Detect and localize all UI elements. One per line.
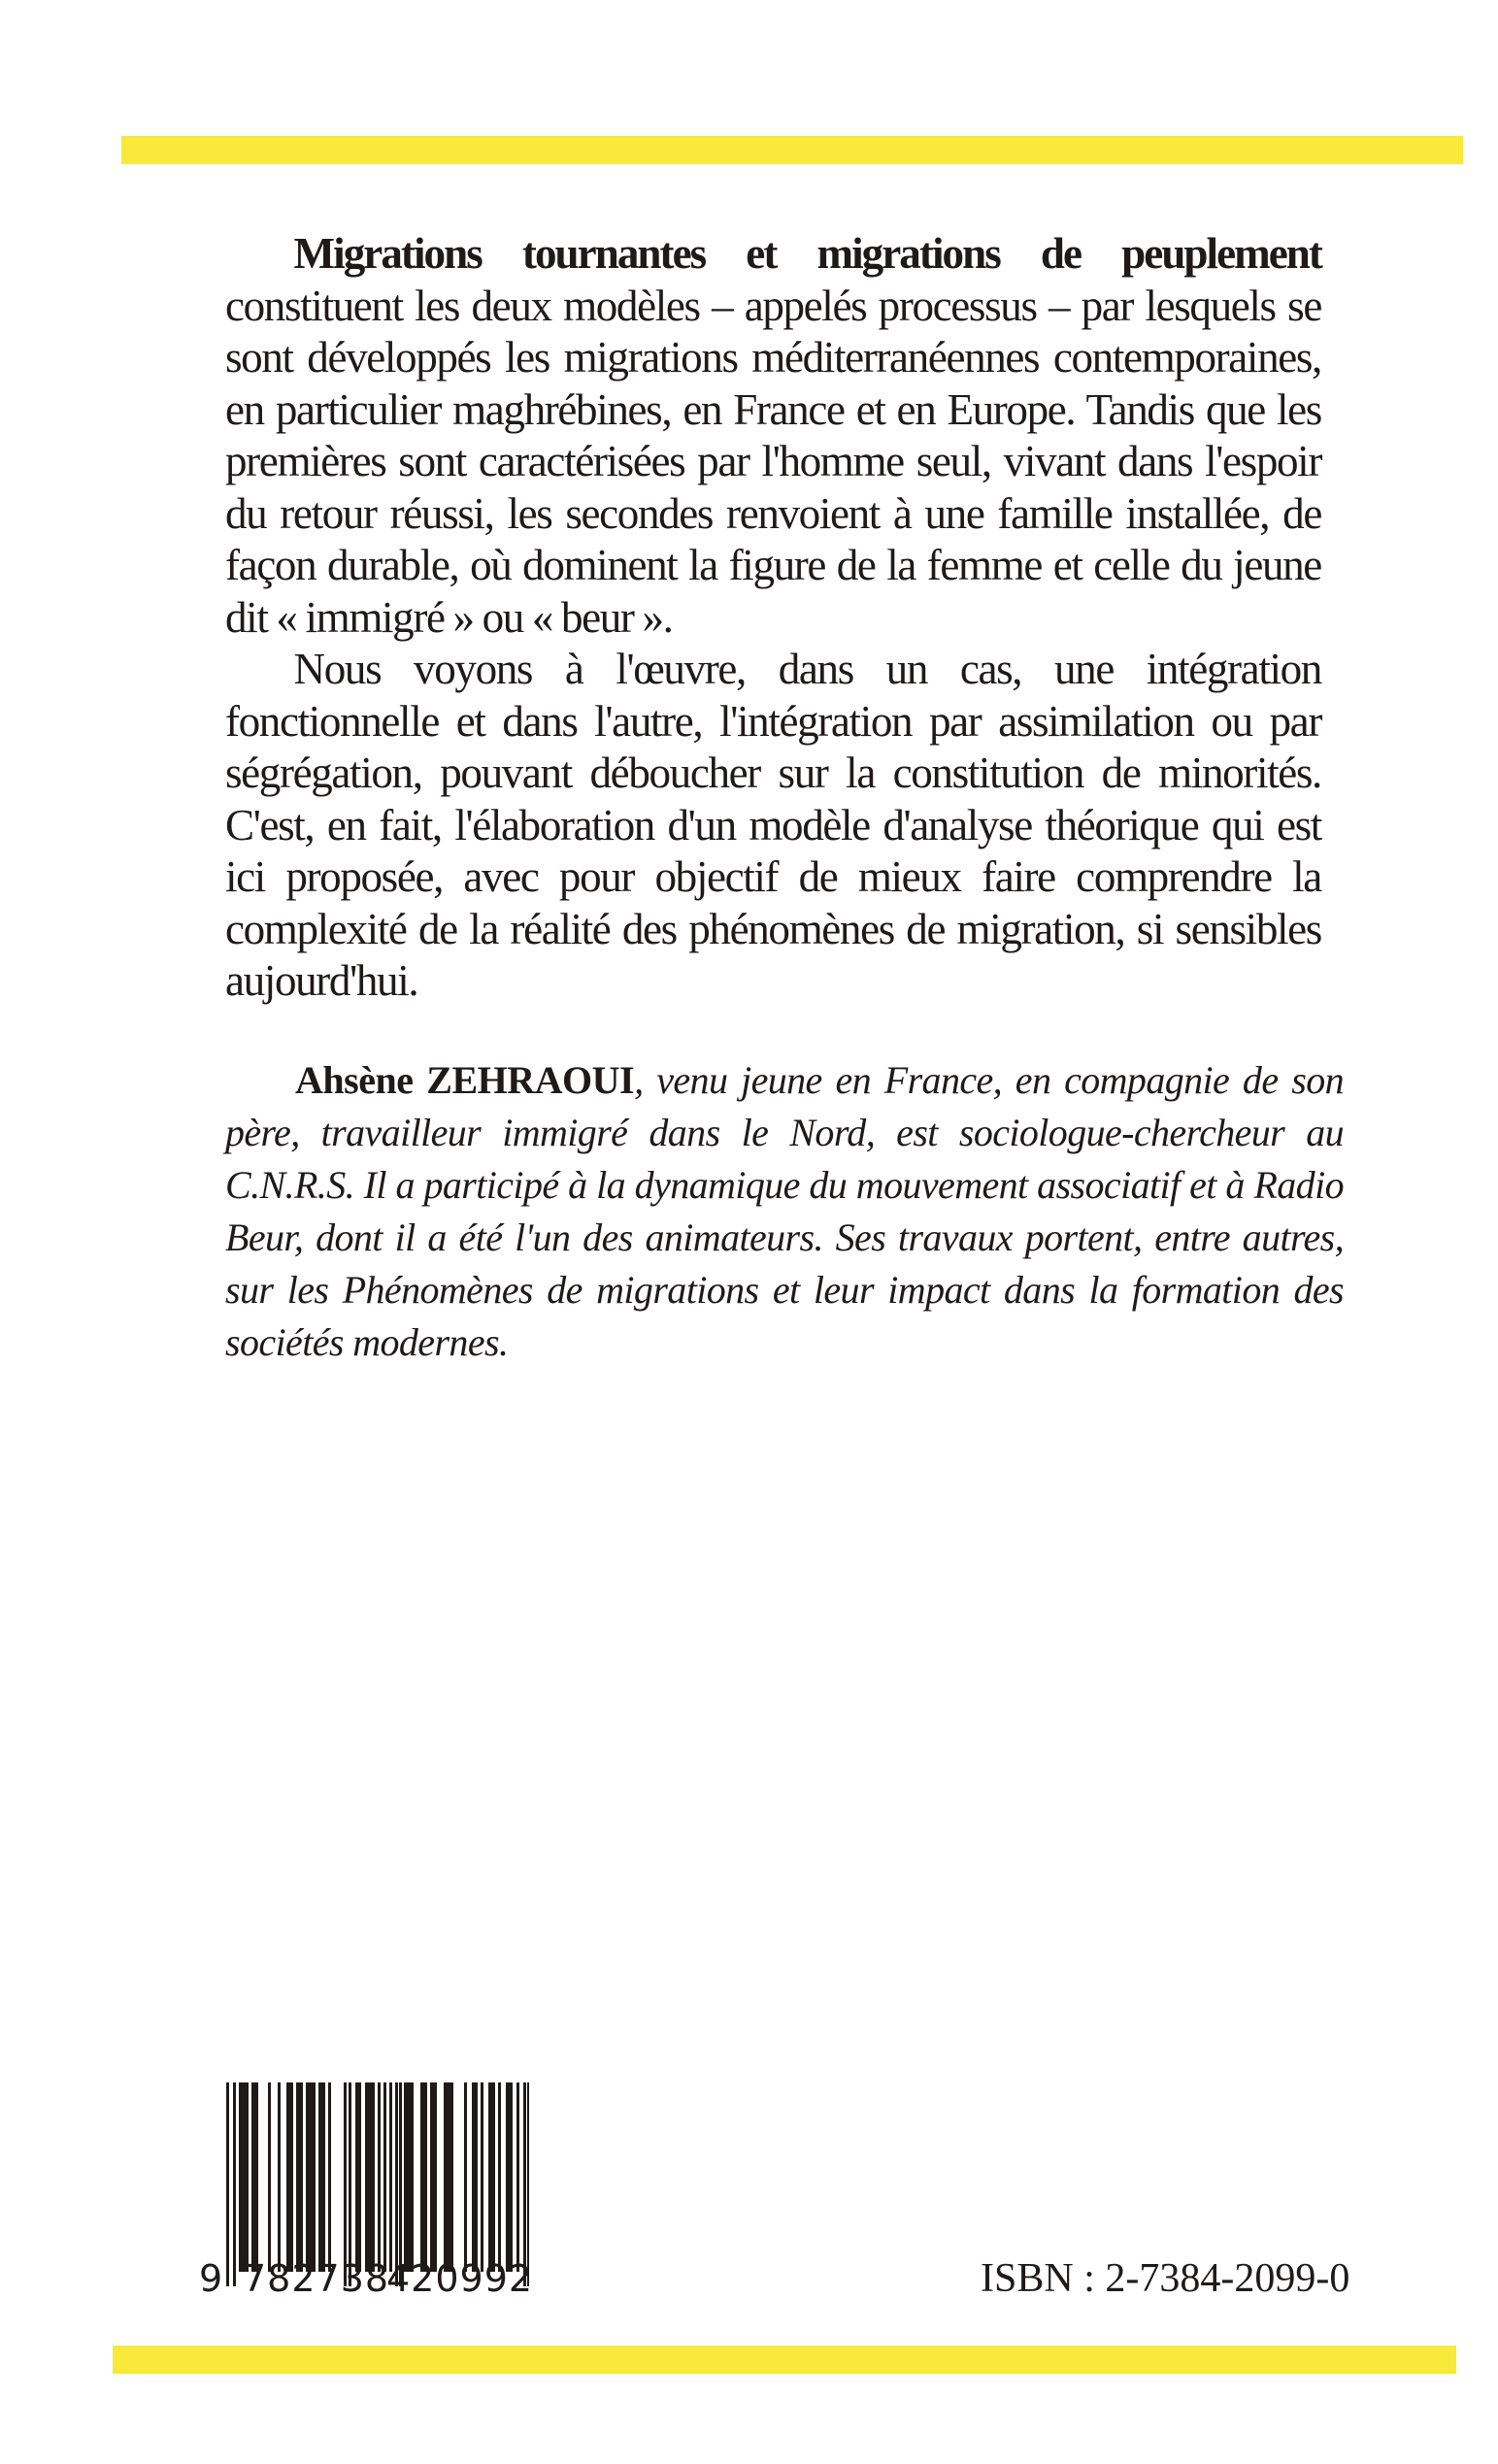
author-name: Ahsène ZEHRAOUI [295,1058,635,1102]
author-bio-text: , venu jeune en France, en compagnie de son père, travailleur immigré dans le Nord, est sociologue-chercheur au C.N.R.S. Il a participé à la dynamique du mouvement associatif et à Radio Beur, dont il a été l'un des animateurs. Ses travaux portent, entre autres, sur les Phénomènes de migrations et leur impact dans la formation des sociétés modernes. [225,1058,1344,1364]
summary-text [225,227,1321,1007]
top-yellow-bar [121,136,1463,164]
summary-paragraph-1-text: constituent les deux modèles – appelés processus – par lesquels se sont développés les migrations méditerranéennes contemporaines, en particulier maghrébines, en France et en Europe. Tandis que les premières sont caractérisées par l'homme seul, vivant dans l'espoir du retour réussi, les secondes renvoient à une famille installée, de façon durable, où dominent la figure de la femme et celle du jeune dit « immigré » ou « beur ». [225,280,1321,642]
summary-paragraph-2: Nous voyons à l'œuvre, dans un cas, une intégration fonctionnelle et dans l'autre, l'intégration par assimilation ou par ségrégation, pouvant déboucher sur la constitution de minorités. C'est, en fait, l'élaboration d'un modèle d'analyse théorique qui est ici proposée, avec pour objectif de mieux faire comprendre la complexité de la réalité des phénomènes de migration, si sensibles aujourd'hui. [225,644,1321,1005]
summary-paragraph-1 [225,227,1321,643]
barcode-right-digits: 420992 [386,2257,534,2300]
isbn-label: ISBN : 2-7384-2099-0 [981,2256,1350,2301]
summary-lead-bold: Migrations tournantes et migrations de peuplement [293,228,1321,278]
author-bio-paragraph [225,1054,1344,1369]
barcode-left-digits: 782738 [243,2257,390,2300]
bottom-yellow-bar [113,2346,1456,2374]
barcode-first-digit: 9 [199,2257,223,2300]
author-bio [225,1054,1344,1369]
barcode-icon [226,2082,529,2286]
